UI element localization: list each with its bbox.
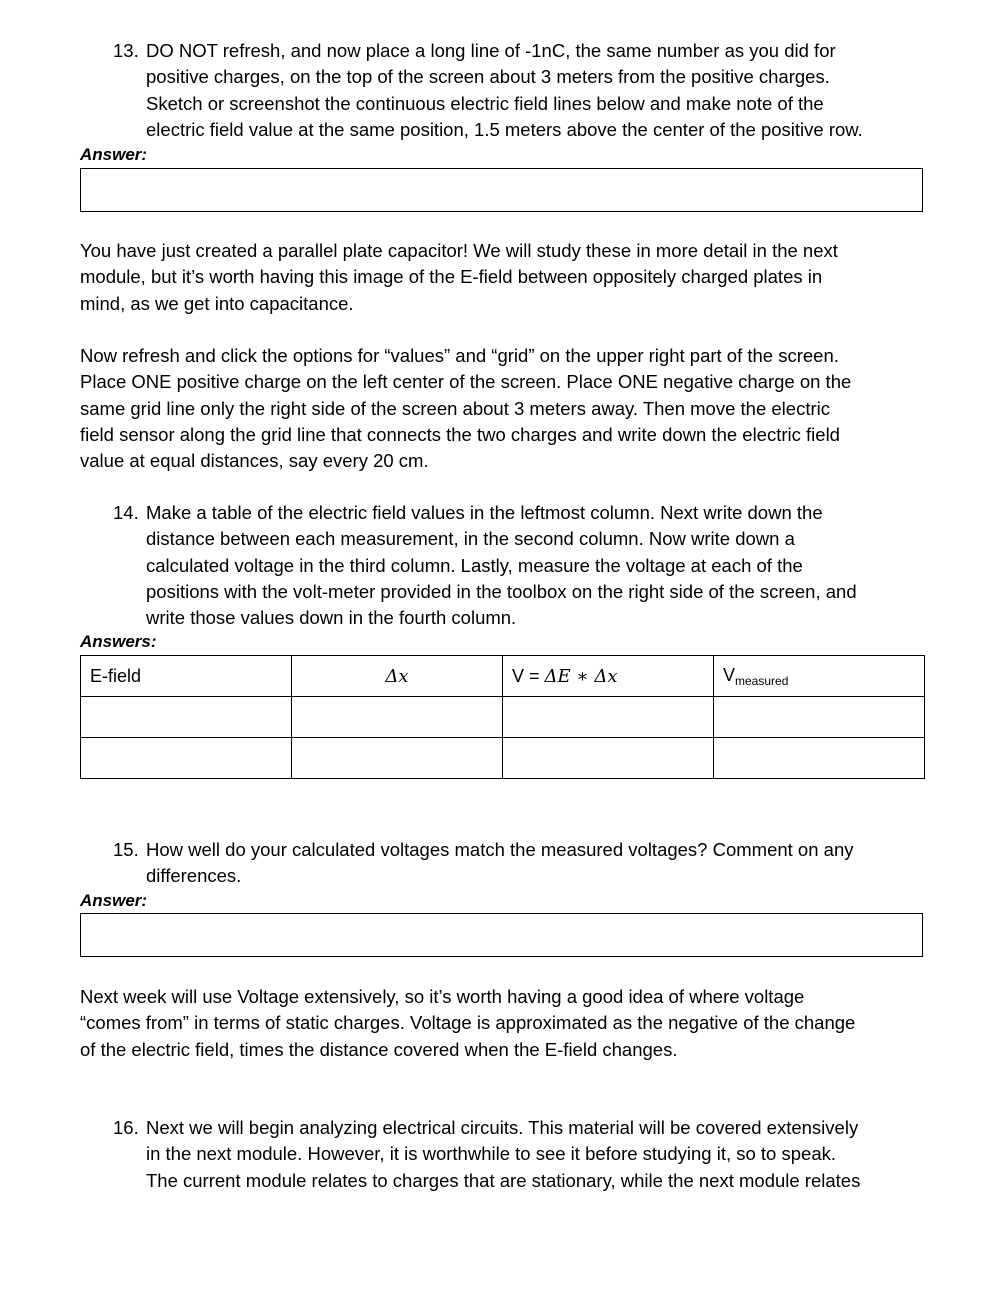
text-line: Next week will use Voltage extensively, so it’s worth having a good idea of where voltage [80,986,805,1007]
table-cell[interactable] [292,697,503,738]
delta-x-symbol: Δx [385,665,409,687]
text-line: The current module relates to charges that are stationary, while the next module relates [146,1169,861,1191]
text-line: in the next module. However, it is worthwhile to see it before studying it, so to speak. [146,1143,836,1165]
text-line: You have just created a parallel plate capacitor! We will study these in more detail in the next [80,240,838,261]
question-number: 15. [113,839,139,860]
answer-table [80,655,925,779]
v-subscript: measured [735,673,789,688]
header-v-measured [714,656,925,697]
text-line: same grid line only the right side of the screen about 3 meters away. Then move the electric [80,397,830,419]
v-symbol: V [723,664,736,685]
question-number: 16. [113,1117,139,1138]
question-15 [113,837,923,890]
text-line: field sensor along the grid line that connects the two charges and write down the electric field [80,423,840,445]
answer-box-15[interactable] [80,913,923,957]
text-line: write those values down in the fourth column. [146,607,517,629]
table-cell[interactable] [503,697,714,738]
answer-box-13[interactable] [80,168,923,212]
table-header-row [81,656,925,697]
text-line: calculated voltage in the third column. Lastly, measure the voltage at each of the [146,554,803,576]
text-line: How well do your calculated voltages match the measured voltages? Comment on any [146,839,854,860]
text-line: value at equal distances, say every 20 cm. [80,450,429,472]
table-cell[interactable] [503,738,714,779]
text-line: Now refresh and click the options for “values” and “grid” on the upper right part of the screen. [80,345,839,366]
question-13 [113,38,923,143]
paragraph-voltage [80,984,925,1063]
question-text [146,500,923,631]
table-cell[interactable] [714,738,925,779]
text-line: positions with the volt-meter provided in the toolbox on the right side of the screen, and [146,580,857,602]
formula-prefix: V = [512,665,545,686]
header-delta-x [292,656,503,697]
answer-label: Answer: [80,145,148,164]
table-cell[interactable] [292,738,503,779]
text-line: distance between each measurement, in the second column. Now write down a [146,528,795,550]
header-calculated-voltage [503,656,714,697]
table-cell[interactable] [714,697,925,738]
text-line: differences. [146,865,242,887]
question-text [146,1115,923,1194]
text-line: Next we will begin analyzing electrical circuits. This material will be covered extensively [146,1117,859,1138]
question-text [146,38,923,143]
text-line: “comes from” in terms of static charges. Voltage is approximated as the negative of the change [80,1012,856,1034]
text-line: electric field value at the same position, 1.5 meters above the center of the positive row. [146,118,863,140]
text-line: Place ONE positive charge on the left center of the screen. Place ONE negative charge on the [80,371,852,393]
text-line: Sketch or screenshot the continuous electric field lines below and make note of the [146,92,824,114]
text-line: mind, as we get into capacitance. [80,292,354,314]
table-row [81,738,925,779]
header-e-field: E-field [81,656,292,697]
question-14 [113,500,923,631]
text-line: positive charges, on the top of the screen about 3 meters from the positive charges. [146,66,830,88]
text-line: module, but it’s worth having this image of the E-field between oppositely charged plates in [80,266,823,288]
text-line: DO NOT refresh, and now place a long line of -1nC, the same number as you did for [146,40,836,61]
question-16 [113,1115,923,1194]
text-line: Make a table of the electric field values in the leftmost column. Next write down the [146,502,823,523]
question-text [146,837,923,890]
text-line: of the electric field, times the distance covered when the E-field changes. [80,1038,678,1060]
paragraph-instructions [80,343,925,474]
formula-math: ΔE ∗ Δx [544,665,618,687]
table-cell[interactable] [81,738,292,779]
answers-label: Answers: [80,632,157,651]
paragraph-capacitor [80,238,925,317]
question-number: 14. [113,502,139,523]
table-cell[interactable] [81,697,292,738]
answer-label: Answer: [80,891,148,910]
question-number: 13. [113,40,139,61]
table-row [81,697,925,738]
